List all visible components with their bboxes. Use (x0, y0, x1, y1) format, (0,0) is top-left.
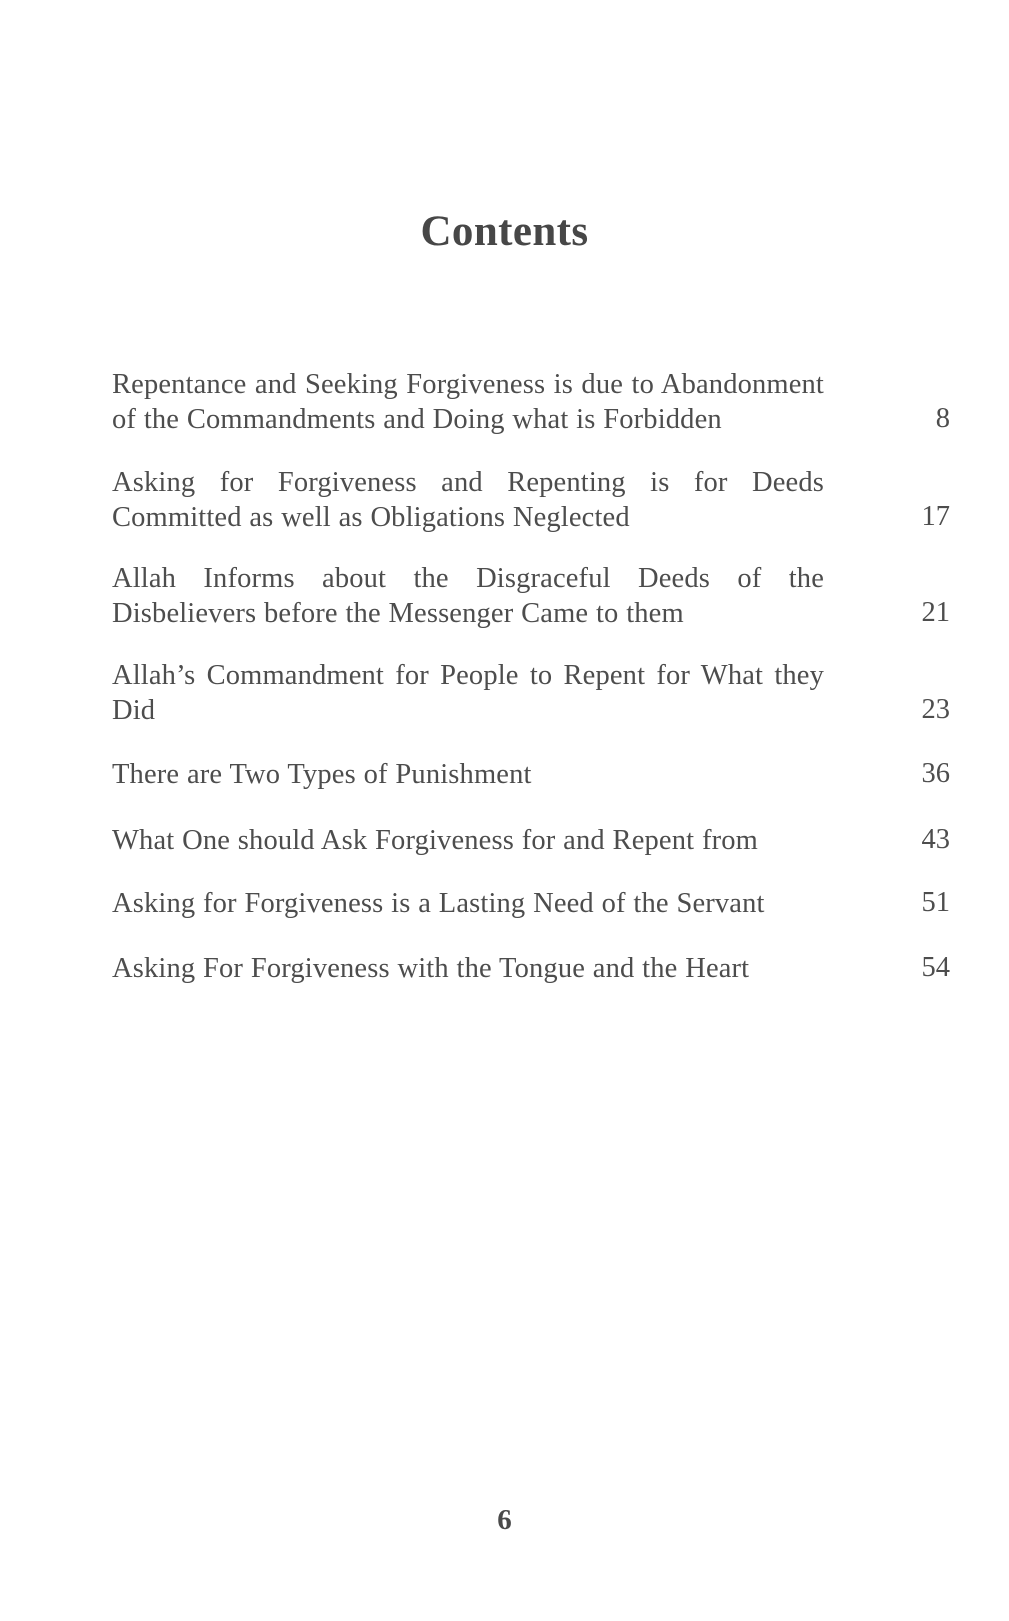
toc-entry-page-number: 23 (921, 693, 950, 725)
toc-entry-title: Asking For Forgiveness with the Tongue and the Heart (112, 952, 750, 984)
toc-entry[interactable] (112, 466, 950, 535)
toc-entry-title: There are Two Types of Punishment (112, 759, 532, 790)
toc-entry[interactable] (112, 824, 950, 859)
toc-entry-page-number: 8 (935, 402, 950, 434)
toc-entry[interactable] (112, 368, 950, 437)
toc-entry-page-number: 43 (921, 823, 950, 855)
toc-entry-page-number: 36 (921, 758, 950, 789)
toc-entry-page-number: 17 (921, 500, 950, 532)
toc-entry-page-number: 51 (921, 887, 950, 918)
toc-entry-title: What One should Ask Forgiveness for and Repent from (112, 824, 758, 856)
toc-entry-title: Asking for Forgiveness and Repenting is for Deeds Committed as well as Obligations Neglected (112, 467, 824, 533)
footer-page-number: 6 (497, 1504, 512, 1536)
toc-entry[interactable] (112, 659, 950, 728)
toc-entry-page-number: 21 (921, 596, 950, 628)
toc-entry-title: Repentance and Seeking Forgiveness is due to Abandonment of the Commandments and Doing what is Forbidden (112, 369, 824, 435)
toc-entry[interactable] (112, 562, 950, 631)
toc-entry[interactable] (112, 758, 950, 793)
toc-entry-page-number: 54 (921, 951, 950, 983)
toc-entry-title: Asking for Forgiveness is a Lasting Need of the Servant (112, 888, 765, 919)
table-of-contents (112, 368, 950, 986)
toc-entry[interactable] (112, 887, 950, 922)
toc-entry-title: Allah’s Commandment for People to Repent for What they Did (112, 660, 824, 726)
page-title: Contents (420, 208, 589, 255)
toc-entry[interactable] (112, 952, 950, 987)
toc-entry-title: Allah Informs about the Disgraceful Deeds of the Disbelievers before the Messenger Came to them (112, 563, 824, 629)
